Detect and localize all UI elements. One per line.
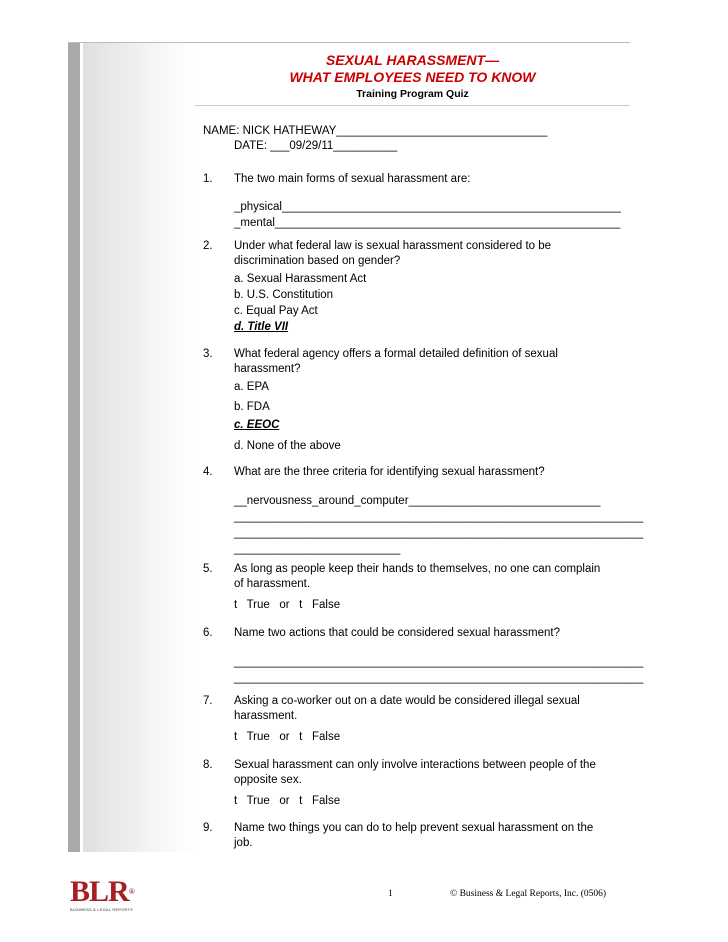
question-3-option-b: b. FDA: [234, 401, 270, 413]
question-7-line-2: harassment.: [234, 710, 298, 722]
question-2-line-1: Under what federal law is sexual harassment considered to be: [234, 240, 552, 252]
question-number: 5.: [203, 563, 213, 575]
document-title-line2: WHAT EMPLOYEES NEED TO KNOW: [289, 69, 536, 85]
question-number: 1.: [203, 173, 213, 185]
page-number: 1: [388, 889, 393, 899]
document-subtitle: Training Program Quiz: [356, 88, 469, 100]
question-3-line-1: What federal agency offers a formal detailed definition of sexual: [234, 348, 558, 360]
question-7-line-1: Asking a co-worker out on a date would be considered illegal sexual: [234, 695, 580, 707]
question-7-true-false: t True or t False: [234, 731, 341, 743]
blr-logo: [70, 875, 134, 912]
copyright: © Business & Legal Reports, Inc. (0506): [450, 889, 607, 899]
registered-mark: ®: [128, 887, 134, 896]
question-2-option-b: b. U.S. Constitution: [234, 289, 334, 301]
question-number: 3.: [203, 348, 213, 360]
question-6-text: Name two actions that could be considered sexual harassment?: [234, 627, 561, 639]
question-4-answer-2: ________________________________________________________________: [234, 511, 644, 523]
question-8-line-1: Sexual harassment can only involve interactions between people of the: [234, 759, 596, 771]
question-4-text: What are the three criteria for identifying sexual harassment?: [234, 466, 545, 478]
question-2-option-d-selected: d. Title VII: [234, 321, 289, 333]
question-3-option-d: d. None of the above: [234, 440, 341, 452]
left-margin-shade: [83, 42, 195, 852]
question-2-option-c: c. Equal Pay Act: [234, 305, 318, 317]
question-5-true-false: t True or t False: [234, 599, 341, 611]
question-2-option-a: a. Sexual Harassment Act: [234, 273, 367, 285]
question-5-line-1: As long as people keep their hands to themselves, no one can complain: [234, 563, 601, 575]
question-3-option-c-selected: c. EEOC: [234, 419, 280, 431]
header-rule: [195, 105, 630, 106]
question-6-answer-2: ________________________________________________________________: [234, 672, 644, 684]
question-3-line-2: harassment?: [234, 363, 301, 375]
date-field: DATE: ___09/29/11__________: [234, 140, 398, 152]
question-1-text: The two main forms of sexual harassment are:: [234, 173, 471, 185]
name-field: NAME: NICK HATHEWAY_________________________________: [203, 125, 548, 137]
logo-text: BLR: [70, 875, 129, 908]
question-number: 2.: [203, 240, 213, 252]
question-number: 6.: [203, 627, 213, 639]
question-3-option-a: a. EPA: [234, 381, 269, 393]
top-rule: [68, 42, 630, 43]
question-number: 7.: [203, 695, 213, 707]
question-9-line-2: job.: [234, 837, 253, 849]
logo-subtext: BUSINESS & LEGAL REPORTS: [70, 907, 134, 912]
question-4-answer-1: __nervousness_around_computer______________________________: [234, 495, 601, 507]
question-number: 4.: [203, 466, 213, 478]
question-8-true-false: t True or t False: [234, 795, 341, 807]
question-4-answer-4: __________________________: [234, 543, 401, 555]
left-margin-bar: [68, 42, 80, 852]
question-1-answer-1: _physical_____________________________________________________: [234, 201, 621, 213]
question-6-answer-1: ________________________________________________________________: [234, 656, 644, 668]
document-title-line1: SEXUAL HARASSMENT—: [325, 52, 500, 68]
question-9-line-1: Name two things you can do to help prevent sexual harassment on the: [234, 822, 594, 834]
question-5-line-2: of harassment.: [234, 578, 311, 590]
question-2-line-2: discrimination based on gender?: [234, 255, 401, 267]
question-number: 9.: [203, 822, 213, 834]
question-1-answer-2: _mental______________________________________________________: [234, 217, 621, 229]
question-4-answer-3: ________________________________________________________________: [234, 527, 644, 539]
question-number: 8.: [203, 759, 213, 771]
question-8-line-2: opposite sex.: [234, 774, 302, 786]
